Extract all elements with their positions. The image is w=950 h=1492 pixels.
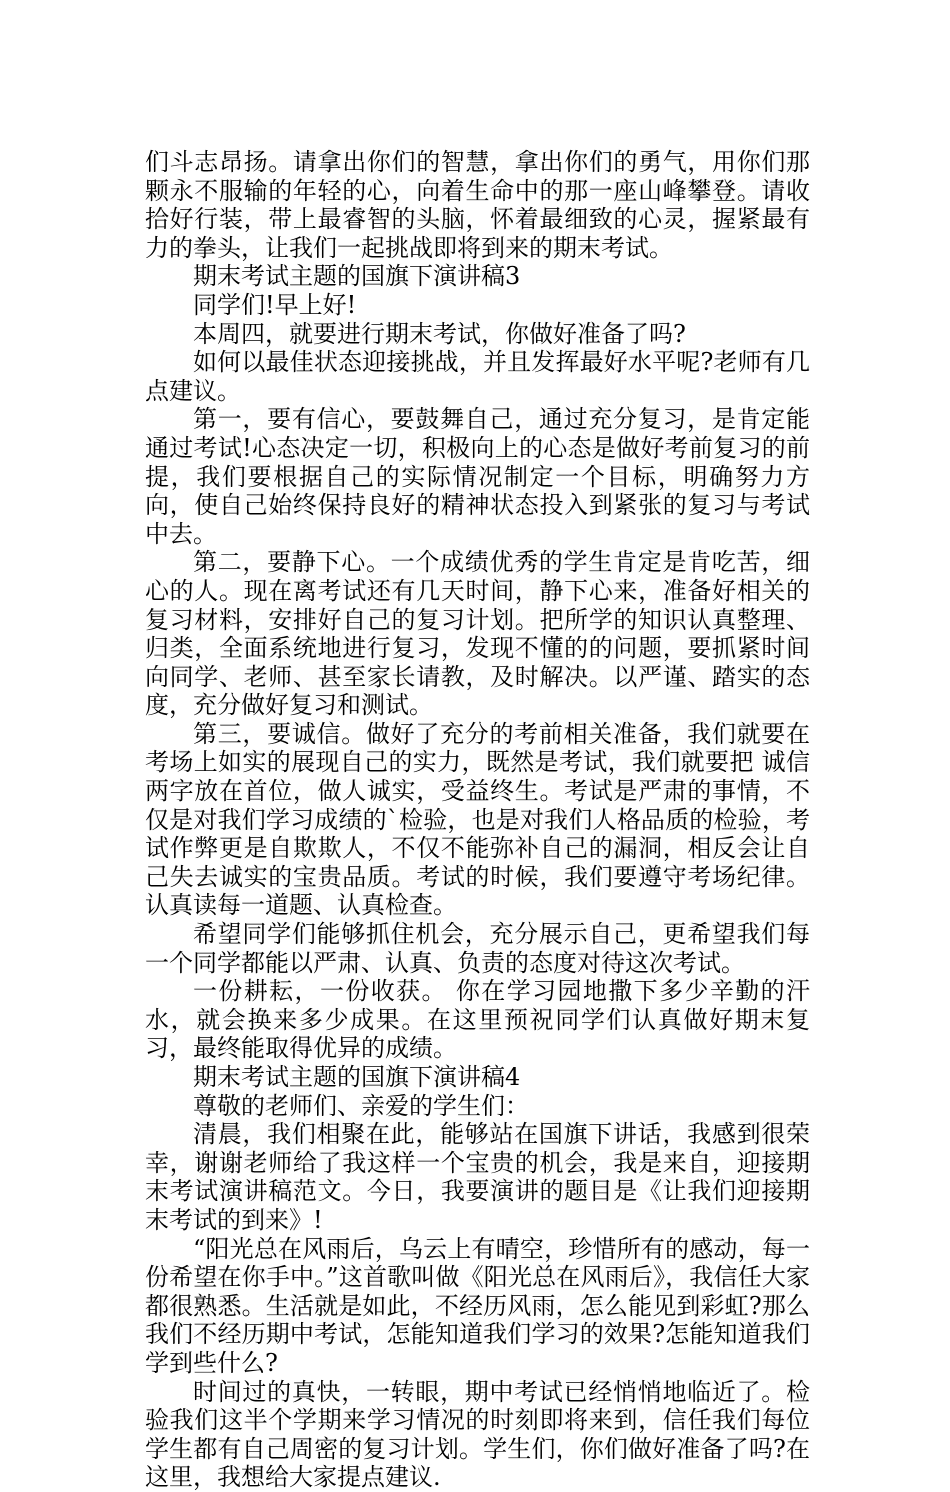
paragraph: 第一，要有信心，要鼓舞自己，通过充分复习，是肯定能通过考试!心态决定一切，积极向上的心态是做好考前复习的前提，我们要根据自己的实际情况制定一个目标，明确努力方向，使自己始终保持良好的精神状态投入到紧张的复习与考试中去。 xyxy=(145,405,810,548)
section-heading-3: 期末考试主题的国旗下演讲稿3 xyxy=(193,262,521,291)
paragraph: 本周四，就要进行期末考试，你做好准备了吗? xyxy=(193,319,686,348)
paragraph: 第二，要静下心。一个成绩优秀的学生肯定是肯吃苦，细心的人。现在离考试还有几天时间，静下心来，准备好相关的复习材料，安排好自己的复习计划。把所学的知识认真整理、归类，全面系统地进行复习，发现不懂的的问题，要抓紧时间向同学、老师、甚至家长请教，及时解决。以严谨、踏实的态度，充分做好复习和测试。 xyxy=(145,548,810,720)
paragraph: 第三，要诚信。做好了充分的考前相关准备，我们就要在考场上如实的展现自己的实力，既然是考试，我们就要把 诚信 两字放在首位，做人诚实，受益终生。考试是严肃的事情，不仅是对我们学习成绩的`检验，也是对我们人格品质的检验，考试作弊更是自欺欺人，不仅不能弥补自己的漏洞，相反会让自己失去诚实的宝贵品质。考试的时候，我们要遵守考场纪律。认真读每一道题、认真检查。 xyxy=(145,719,810,920)
greeting: 同学们!早上好! xyxy=(193,290,357,319)
paragraph: 一份耕耘，一份收获。 你在学习园地撒下多少辛勤的汗水，就会换来多少成果。在这里预祝同学们认真做好期末复习，最终能取得优异的成绩。 xyxy=(145,977,810,1063)
paragraph: “阳光总在风雨后，乌云上有晴空，珍惜所有的感动，每一份希望在你手中。”这首歌叫做《阳光总在风雨后》，我信任大家都很熟悉。生活就是如此，不经历风雨，怎么能见到彩虹?那么我们不经历期中考试，怎能知道我们学习的效果?怎能知道我们学到些什么? xyxy=(145,1234,810,1377)
paragraph: 如何以最佳状态迎接挑战，并且发挥最好水平呢?老师有几点建议。 xyxy=(145,348,810,405)
greeting: 尊敬的老师们、亲爱的学生们： xyxy=(193,1091,529,1120)
paragraph-continuation: 们斗志昂扬。请拿出你们的智慧，拿出你们的勇气，用你们那颗永不服输的年轻的心，向着生命中的那一座山峰攀登。请收拾好行装，带上最睿智的头脑，怀着最细致的心灵，握紧最有力的拳头，让我们一起挑战即将到来的期末考试。 xyxy=(145,148,810,262)
paragraph: 时间过的真快，一转眼，期中考试已经悄悄地临近了。检验我们这半个学期来学习情况的时刻即将来到，信任我们每位学生都有自己周密的复习计划。学生们，你们做好准备了吗?在这里，我想给大家提点建议. xyxy=(145,1377,810,1492)
paragraph: 希望同学们能够抓住机会，充分展示自己，更希望我们每一个同学都能以严肃、认真、负责的态度对待这次考试。 xyxy=(145,920,810,977)
section-heading-4: 期末考试主题的国旗下演讲稿4 xyxy=(193,1063,521,1091)
document-page xyxy=(145,148,810,1492)
paragraph: 清晨，我们相聚在此，能够站在国旗下讲话，我感到很荣幸，谢谢老师给了我这样一个宝贵的机会，我是来自，迎接期末考试演讲稿范文。今日，我要演讲的题目是《让我们迎接期末考试的到来》! xyxy=(145,1120,810,1234)
